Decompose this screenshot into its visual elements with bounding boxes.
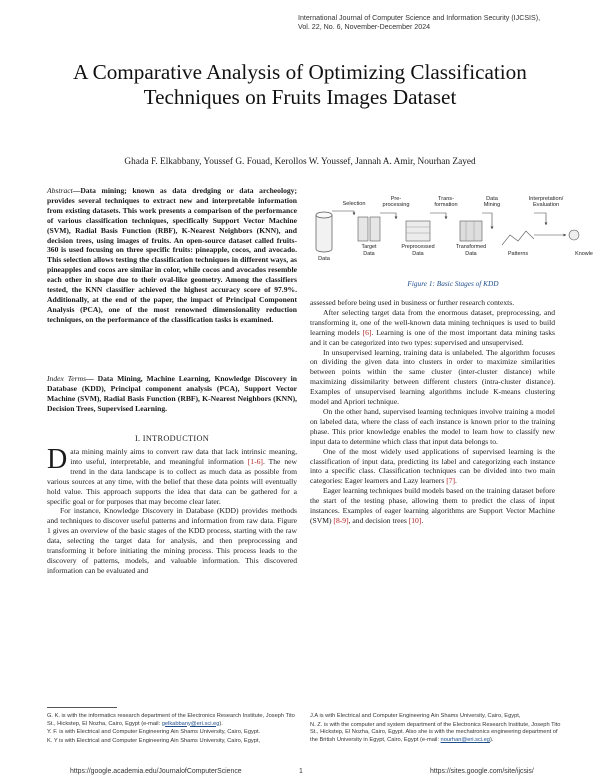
footnote-gk: G. K. is with the informatics research department of the Electronics Research Institute, Joseph Tito St., Hickstep, El Nozha, Cairo, Egypt (e-mail: gelkabbany@eri.sci.eg). [47,713,295,727]
right-paragraph-2: In unsupervised learning, training data is unlabeled. The algorithm focuses on dividing the given data into clusters in order to maximize similarities between points within the same cluster (inter-cluster distance) while maximizing dissimilarity between different clusters (intra-cluster distance). Examples of unsupervised learning algorithms include K-means clustering model and Apriori technique. [310,347,555,407]
intro-paragraph-1: Data mining mainly aims to convert raw data that lack intrinsic meaning, into useful, interpretable, and meaningful information [1-6]. The new trend in the data landscape is to collect as much data as possible from various sources at any time, with the belief that these data points will eventually hold value. This approach supports the idea that data can be gathered for a specific goal or for purposes that may become clear later. [47,444,298,506]
stage-preprocessing-2: processing [382,202,410,208]
stage-interpretation-2: Evaluation [532,202,560,208]
footnote-ja: J.A is with Electrical and Computer Engineering Ain Shams University, Cairo, Egypt, [310,713,521,719]
index-terms [47,374,297,414]
email-link[interactable]: nourhan@eri.sci.eg [440,736,490,743]
citation-link[interactable]: [10] [408,515,422,525]
svg-text:Target: Target [361,244,377,250]
journal-volume: Vol. 22, No. 6, November-December 2024 [298,23,431,31]
right-column-body [310,298,555,526]
figure-caption: Figure 1: Basic Stages of KDD [407,279,499,288]
paper-title: A Comparative Analysis of Optimizing Classification Techniques on Fruits Images Dataset [73,60,527,109]
knowledge-block [569,230,593,257]
target-data-block [358,217,380,257]
drop-cap: D [47,444,68,475]
abstract [47,186,297,325]
abstract-label: Abstract [47,186,73,195]
index-terms-text: — Data Mining, Machine Learning, Knowledge Discovery in Database (KDD), Principal component analysis (PCA), Support Vector Machine (SVM), Radial Basis Function (RBF), K-Nearest Neighbors (KNN), Decision Trees, Supervised Learning. [47,374,297,413]
section-number: I. [134,434,141,443]
footer-left-url[interactable]: https://google.academia.edu/JournalofComputerScience [70,768,242,775]
patterns-block [502,231,534,257]
author-list: Ghada F. Elkabbany, Youssef G. Fouad, Kerollos W. Youssef, Jannah A. Amir, Nourhan Zayed [124,157,476,167]
footnotes-left [47,713,299,746]
footnotes-right [310,713,562,745]
kdd-stages-figure [312,191,594,269]
page-number: 1 [299,768,303,775]
stage-preprocessing-1: Pre- [390,196,402,202]
svg-text:Knowle: Knowle [575,251,593,257]
footer-right-url[interactable]: https://sites.google.com/site/ijcsis/ [430,768,534,775]
index-terms-label: Index Terms [47,374,87,383]
section-title: INTRODUCTION [142,434,210,443]
intro-paragraph-2: For instance, Knowledge Discovery in Database (KDD) provides methods and techniques to discover useful patterns and information from raw data. Figure 1 gives an overview of the basic stages of the KDD process, starting with the raw data, selecting the target data for analysis, and then preprocessing and transforming it before initiating the mining process. This process leads to the discovery of patterns, models, and valuable information. This discovered information can be evaluated and [47,506,297,575]
footnote-yf: Y. F. is with Electrical and Computer Engineering Ain Shams University, Cairo, Egypt. [47,729,261,736]
svg-text:Preprocessed: Preprocessed [401,244,435,250]
citation-link[interactable]: [6] [362,327,372,337]
right-paragraph-5: Eager learning techniques build models based on the training dataset before the start of the testing phase, allowing them to predict the class of input instances. Examples of eager learning algorithms are Support Vector Machine (SVM) [8-9], and decision trees [10]. [310,486,555,525]
stage-transformation-1: Trans- [438,196,454,202]
abstract-text: —Data mining; known as data dredging or data archeology; provides several techniques to extract new and interpretable information from existing datasets. This work presents a comparison of the performance of various classification techniques, specifically Support Vector Machine (SVM), Radial Basis Function (RBF), K-Nearest Neighbors (KNN), and decision trees, using images of fruits. An open-source dataset called fruits-360 is used focusing on three specific fruits: pineapple, cocos, and avocado. This selection allows testing the classification techniques in different ways, as pineapples and cocos are similar in color, while cocos and avocados resemble each other in shape due to their oval-like geometry. Among the classifiers tested, the KNN classifier achieved the highest accuracy score of 97.9%. Additionally, at the end of the paper, the impact of Principal Component Analysis (PCA), one of the most renowned dimensionality reduction techniques, on the performance of the classification tasks is examined. [47,186,297,324]
preprocessed-data-block [401,221,434,257]
right-paragraph-0: assessed before being used in business or further research contexts. [310,298,515,307]
footnote-ky: K. Y is with Electrical and Computer Engineering Ain Shams University, Cairo, Egypt, [47,737,261,744]
stage-selection: Selection [342,201,366,207]
journal-name: International Journal of Computer Science and Information Security (IJCSIS), [298,14,541,22]
citation-link[interactable]: [8-9] [333,515,349,525]
right-paragraph-4: One of the most widely used applications of supervised learning is the classification of input data, predicting its label and categorizing each instance into a specific class. Classification techniques can be divided into two main categories: Eager learners and Lazy learners [7]. [310,446,555,486]
stage-transformation-2: formation [434,202,458,208]
section-heading [47,434,297,443]
stage-mining-2: Mining [483,202,501,208]
email-link[interactable]: gelkabbany@eri.sci.eg [161,720,220,727]
raw-data-cylinder [316,212,332,262]
svg-text:Data: Data [465,251,477,257]
footnote-rule [47,707,117,708]
journal-header [298,14,588,32]
svg-text:Data: Data [412,251,424,257]
transformed-data-block [456,221,486,257]
right-paragraph-3: On the other hand, supervised learning techniques involve training a model on labeled data, where the class of each instance is known prior to the training phase. This prior knowledge enables the model to learn how to classify new input data to determine which class that input data belongs to. [310,406,555,446]
introduction-body [47,444,298,576]
stage-mining-1: Data [486,196,498,202]
svg-text:Patterns: Patterns [507,251,529,257]
citation-link[interactable]: [1-6] [247,456,263,466]
footnote-nz: N. Z. is with the computer and system department of the Electronics Research Institute, Joseph Tito St., Hickstep, El Nozha, Cairo, Egypt. Also she is with the mechatronics engineering department of the British University in Egypt, Cairo, Egypt (e-mail: nourhan@eri.sci.eg). [310,721,561,743]
citation-link[interactable]: [7] [446,476,456,486]
svg-text:Data: Data [363,251,375,257]
right-paragraph-1: After selecting target data from the enormous dataset, preprocessing, and transforming it, one of the well-known data mining techniques is used to build learning models [6]. Learning is one of the most important data mining tasks and it can be categorized into two types: supervised and unsupervised. [310,307,555,347]
raw-data-label: Data [318,256,330,262]
stage-interpretation-1: Interpretation/ [528,196,564,202]
svg-text:Transformed: Transformed [455,244,487,250]
